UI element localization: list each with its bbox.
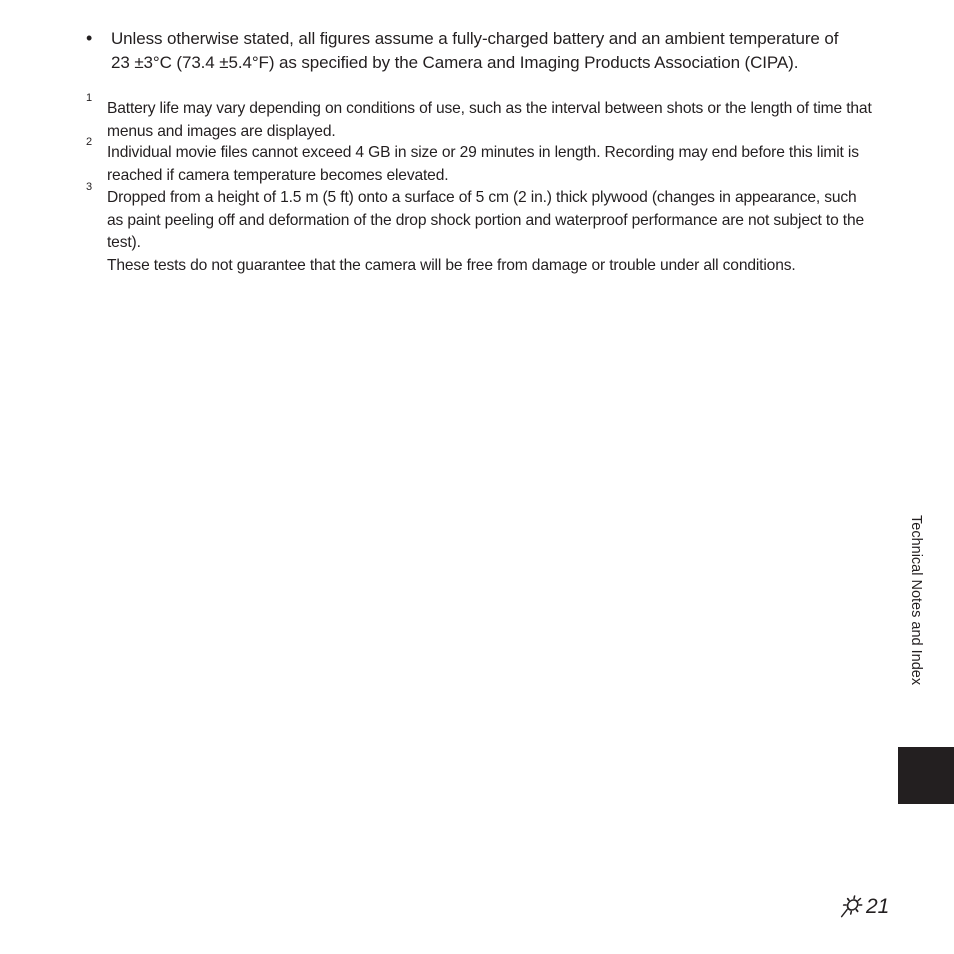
technical-notes-icon <box>840 894 866 920</box>
page-number <box>840 893 889 921</box>
footnote-number: 2 <box>86 136 93 148</box>
footnote-1 <box>86 92 876 143</box>
footnote-text: Individual movie files cannot exceed 4 GB in size or 29 minutes in length. Recording may end before this limit is reached if camera temperature becomes elevated. <box>107 144 859 184</box>
page-number-text: 21 <box>866 895 890 918</box>
footnote-2 <box>86 136 876 187</box>
footnote-number: 3 <box>86 181 93 193</box>
section-tab-label: Technical Notes and Index <box>908 515 924 686</box>
section-tab-marker <box>898 747 954 804</box>
bullet-paragraph <box>86 27 856 74</box>
footnote-text: Dropped from a height of 1.5 m (5 ft) onto a surface of 5 cm (2 in.) thick plywood (changes in appearance, such as paint peeling off and deformation of the drop shock portion and waterproof performance are not subject to the test). <box>107 189 865 252</box>
footnote-number: 1 <box>86 92 93 104</box>
footnote-3 <box>86 181 876 277</box>
footnote-text-continued: These tests do not guarantee that the camera will be free from damage or trouble under all conditions. <box>107 256 796 274</box>
footnote-text: Battery life may vary depending on conditions of use, such as the interval between shots or the length of time that menus and images are displayed. <box>107 100 872 140</box>
bullet-text: Unless otherwise stated, all figures assume a fully-charged battery and an ambient temperature of 23 ±3°C (73.4 ±5.4°F) as specified by the Camera and Imaging Products Association (CIPA). <box>111 29 839 72</box>
bullet-symbol: • <box>86 28 93 48</box>
